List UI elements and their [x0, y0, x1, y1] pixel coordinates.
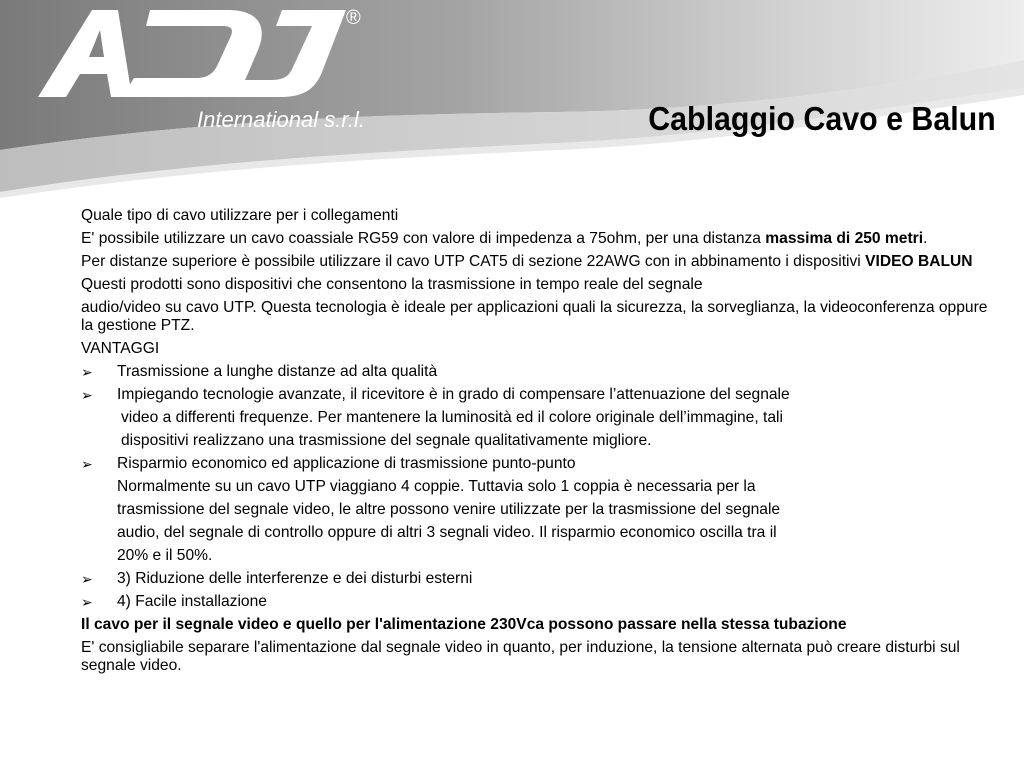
- coax-paragraph: [81, 230, 996, 248]
- utp-paragraph: [81, 253, 996, 271]
- bullet-continuation: dispositivi realizzano una trasmissione del segnale qualitativamente migliore.: [121, 432, 652, 449]
- bullet-text: Risparmio economico ed applicazione di trasmissione punto-punto: [117, 455, 576, 472]
- bullet-continuation: Normalmente su un cavo UTP viaggiano 4 coppie. Tuttavia solo 1 coppia è necessaria per la: [117, 478, 756, 495]
- coax-text: E' possibile utilizzare un cavo coassiale RG59 con valore di impedenza a 75ohm, per una distanza: [81, 230, 766, 247]
- question-paragraph: Quale tipo di cavo utilizzare per i collegamenti: [81, 207, 399, 224]
- video-balun-bold: VIDEO BALUN: [865, 253, 973, 270]
- power-separation-paragraph: E' consigliabile separare l'alimentazione dal segnale video in quanto, per induzione, la tensione alternata può creare disturbi sul segnale video.: [81, 639, 960, 674]
- advantages-heading: VANTAGGI: [81, 340, 160, 357]
- bullet-continuation: 20% e il 50%.: [117, 547, 213, 564]
- bullet-text: 4) Facile installazione: [117, 593, 267, 610]
- bullet-item: [81, 570, 996, 588]
- arrow-bullet-icon: ➢: [81, 364, 93, 380]
- bullet-text: Trasmissione a lunghe distanze ad alta qualità: [117, 363, 438, 380]
- arrow-bullet-icon: ➢: [81, 571, 93, 587]
- bullet-continuation: trasmissione del segnale video, le altre possono venire utilizzate per la trasmissione del segnale: [117, 501, 781, 518]
- adj-logo: [0, 0, 420, 140]
- arrow-bullet-icon: ➢: [81, 456, 93, 472]
- logo-subtitle: International s.r.l.: [197, 107, 365, 132]
- utp-text: Per distanze superiore è possibile utilizzare il cavo UTP CAT5 di sezione 22AWG con in abbinamento i dispositivi: [81, 253, 866, 270]
- audio-video-paragraph: audio/video su cavo UTP. Questa tecnologia è ideale per applicazioni quali la sicurezza, la sorveglianza, la videoconferenza oppure la gestione PTZ.: [81, 299, 988, 334]
- cable-note-bold: Il cavo per il segnale video e quello per l'alimentazione 230Vca possono passare nella stessa tubazione: [81, 616, 847, 633]
- bullet-item: [81, 593, 996, 611]
- bullet-item: [81, 455, 996, 473]
- bullet-continuation: video a differenti frequenze. Per mantenere la luminosità ed il colore originale dell’immagine, tali: [121, 409, 783, 426]
- bullet-continuation: audio, del segnale di controllo oppure di altri 3 segnali video. Il risparmio economico oscilla tra il: [117, 524, 777, 541]
- bullet-text: Impiegando tecnologie avanzate, il ricevitore è in grado di compensare l’attenuazione del segnale: [117, 386, 790, 403]
- arrow-bullet-icon: ➢: [81, 594, 93, 610]
- coax-period: .: [923, 230, 928, 247]
- slide-body: [81, 207, 996, 680]
- coax-distance-bold: massima di 250 metri: [765, 230, 924, 247]
- products-paragraph: Questi prodotti sono dispositivi che consentono la trasmissione in tempo reale del segnale: [81, 276, 703, 293]
- arrow-bullet-icon: ➢: [81, 387, 93, 403]
- slide-title: Cablaggio Cavo e Balun: [648, 100, 996, 137]
- bullet-item: [81, 363, 996, 381]
- bullet-text: 3) Riduzione delle interferenze e dei disturbi esterni: [117, 570, 473, 587]
- registered-mark: ®: [346, 7, 361, 29]
- bullet-item: [81, 386, 996, 404]
